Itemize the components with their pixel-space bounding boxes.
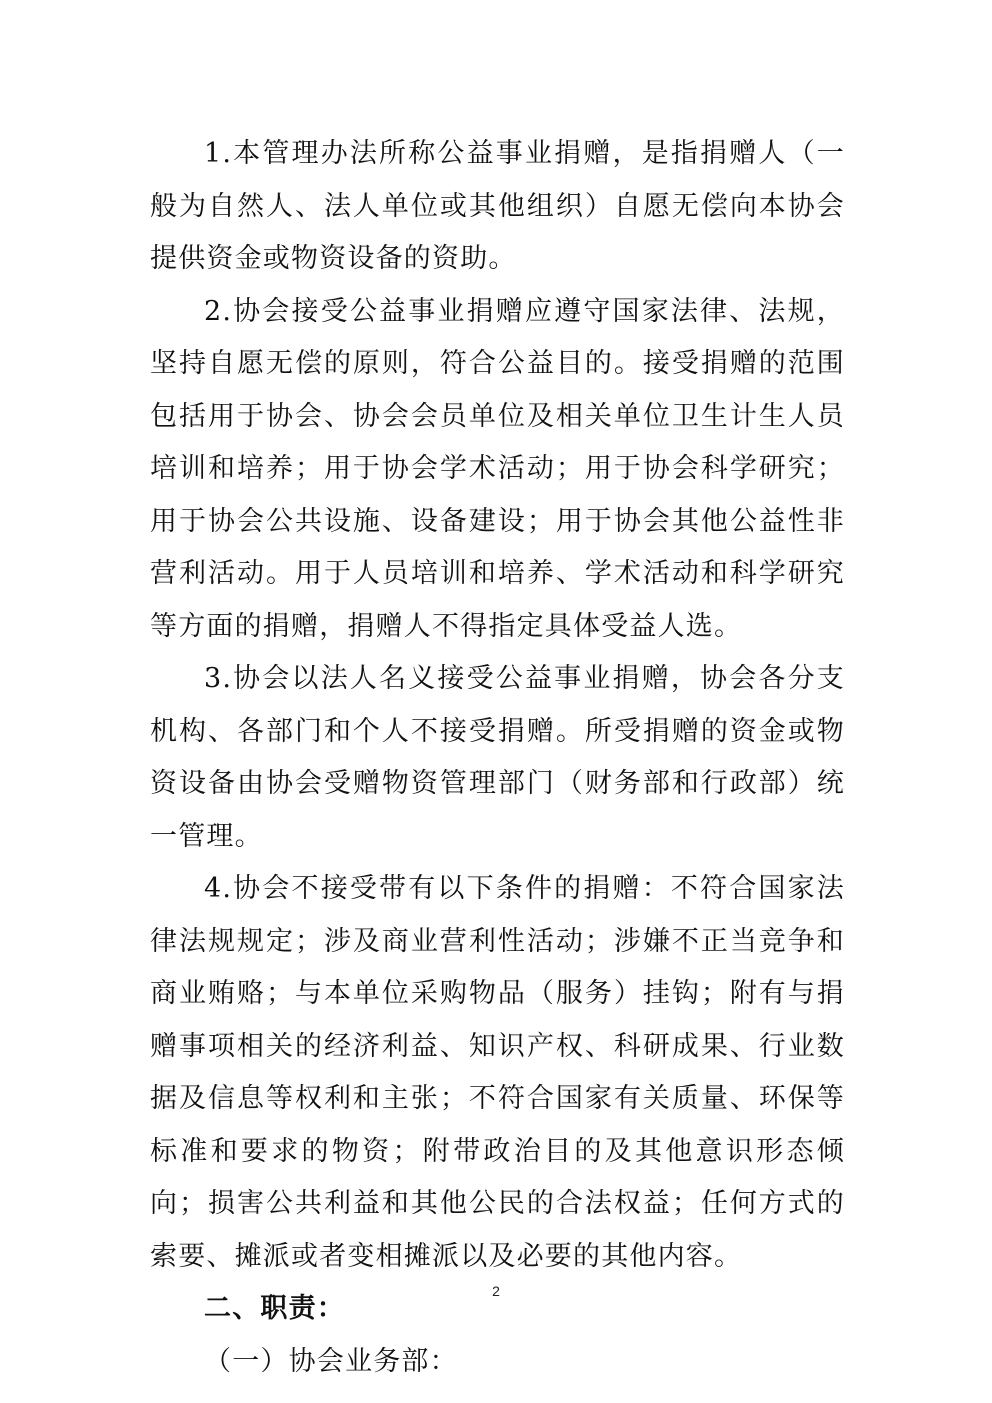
page-number: 2 — [492, 1283, 500, 1299]
paragraph-3: 3.协会以法人名义接受公益事业捐赠，协会各分支机构、各部门和个人不接受捐赠。所受捐赠的资金或物资设备由协会受赠物资管理部门（财务部和行政部）统一管理。 — [150, 663, 845, 852]
paragraph-2: 2.协会接受公益事业捐赠应遵守国家法律、法规，坚持自愿无偿的原则，符合公益目的。接受捐赠的范围包括用于协会、协会会员单位及相关单位卫生计生人员培训和培养；用于协会学术活动；用于协会科学研究；用于协会公共设施、设备建设；用于协会其他公益性非营利活动。用于人员培训和培养、学术活动和科学研究等方面的捐赠，捐赠人不得指定具体受益人选。 — [150, 295, 845, 642]
paragraph-1: 1.本管理办法所称公益事业捐赠，是指捐赠人（一般为自然人、法人单位或其他组织）自愿无偿向本协会提供资金或物资设备的资助。 — [150, 138, 845, 274]
subsection-heading: （一）协会业务部： — [204, 1345, 458, 1377]
document-body — [150, 128, 845, 1388]
paragraph-4: 4.协会不接受带有以下条件的捐赠：不符合国家法律法规规定；涉及商业营利性活动；涉嫌不正当竞争和商业贿赂；与本单位采购物品（服务）挂钩；附有与捐赠事项相关的经济利益、知识产权、科研成果、行业数据及信息等权利和主张；不符合国家有关质量、环保等标准和要求的物资；附带政治目的及其他意识形态倾向；损害公共利益和其他公民的合法权益；任何方式的索要、摊派或者变相摊派以及必要的其他内容。 — [150, 873, 845, 1272]
section-heading: 二、职责： — [204, 1293, 345, 1324]
